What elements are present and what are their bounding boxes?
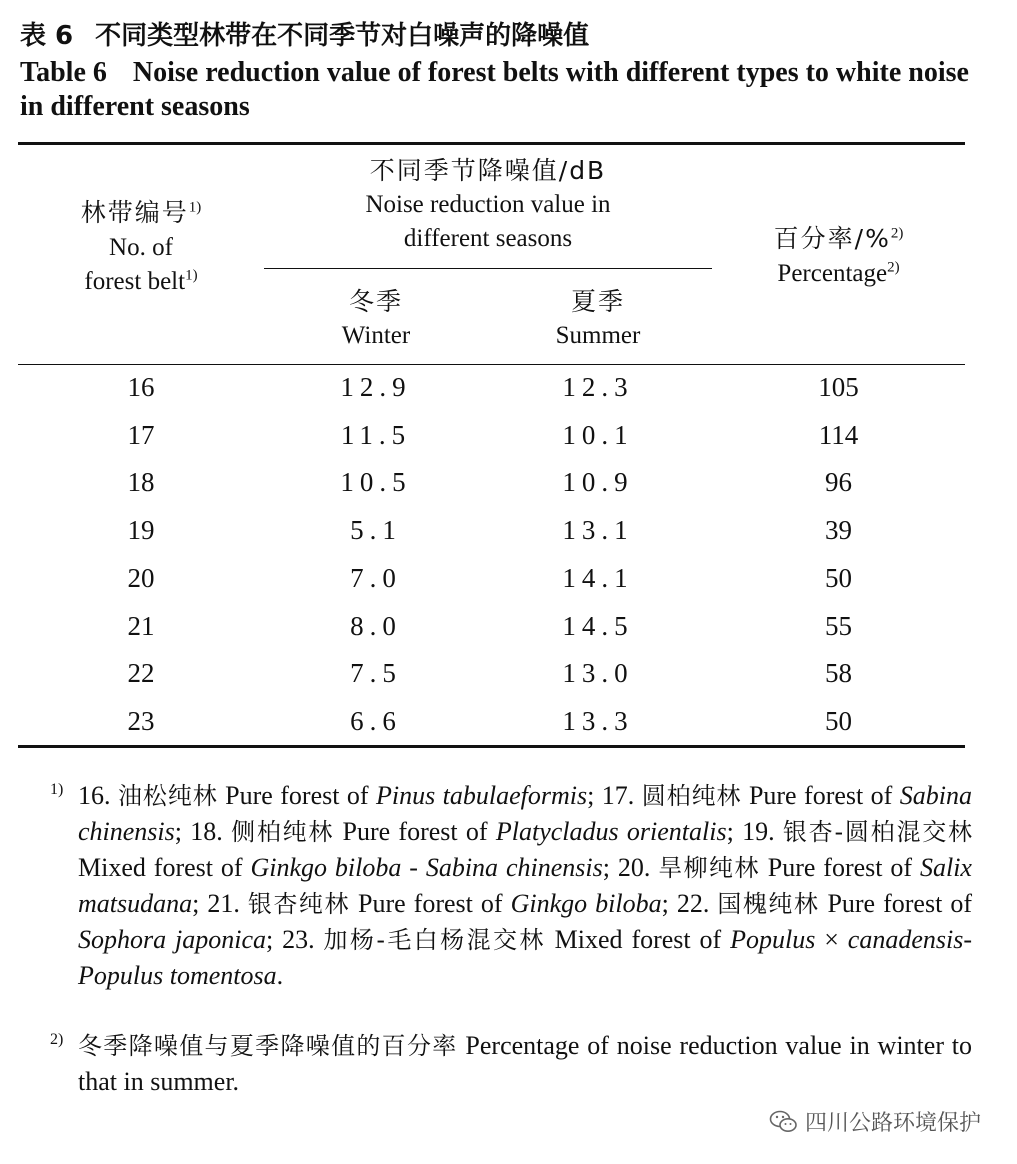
header-belt-en-line1: No. of [109, 234, 173, 261]
header-belt-en-line2: forest belt [84, 268, 186, 295]
header-summer [498, 285, 698, 353]
cell-belt-no: 21 [127, 610, 155, 641]
cell-summer: 13.1 [562, 515, 634, 546]
header-percentage [712, 222, 965, 291]
species-name: Sabina chinensis [78, 781, 973, 846]
cell-summer: 14.1 [562, 562, 634, 593]
cell-winter: 5.1 [350, 515, 402, 546]
header-summer-en: Summer [555, 322, 641, 349]
footnote-segment: ; 18. [174, 817, 232, 846]
cell-summer: 13.0 [562, 658, 634, 689]
cell-percentage: 50 [825, 705, 852, 736]
table-top-rule [18, 142, 965, 145]
table-bottom-rule [18, 745, 965, 748]
footnote-segment: Pure forest of [217, 781, 376, 810]
species-name: Salix matsudana [78, 853, 972, 918]
header-season-en-line1: Noise reduction value in [365, 191, 611, 218]
footnote-segment: Mixed forest of [78, 853, 251, 882]
chinese-term: 加杨-毛白杨混交林 [323, 926, 546, 954]
species-name: canadensis-Populus tomentosa [78, 925, 972, 990]
footnote-1 [50, 778, 972, 993]
footnote-2-text [50, 1028, 972, 1099]
footnote-segment: ; 19. [726, 817, 783, 846]
footnote-segment: ; 22. [661, 889, 718, 918]
wechat-icon [769, 1109, 799, 1135]
footnote-segment: Pure forest of [334, 817, 496, 846]
chinese-term: 冬季降噪值与夏季降噪值的百分率 [78, 1032, 458, 1060]
footnote-segment: 16. [78, 781, 118, 810]
footnote-segment: Pure forest of [819, 889, 972, 918]
cell-winter: 8.0 [350, 610, 402, 641]
footnote-segment: Pure forest of [759, 853, 920, 882]
cell-summer: 10.9 [562, 467, 634, 498]
table-label-en: Table 6 [20, 57, 107, 88]
footnote-ref-2b: 2) [887, 259, 900, 276]
footnote-segment: ; 23. [266, 925, 324, 954]
footnote-1-mark: 1) [50, 781, 64, 798]
table-title-en: Noise reduction value of forest belts with different types to white noise in different seasons [20, 57, 969, 122]
footnote-1-text [50, 778, 972, 993]
cell-winter: 7.0 [350, 562, 402, 593]
species-name: Sophora japonica [78, 925, 267, 954]
chinese-term: 旱柳纯林 [658, 854, 760, 882]
cell-summer: 14.5 [562, 610, 634, 641]
header-summer-cn: 夏季 [570, 287, 625, 316]
header-winter [276, 285, 476, 353]
cell-summer: 13.3 [562, 705, 634, 736]
cell-winter: 7.5 [350, 658, 402, 689]
footnote-segment: ; 20. [602, 853, 659, 882]
header-belt-cn: 林带编号 [80, 198, 189, 227]
footnote-segment: - [401, 853, 426, 882]
footnote-2 [50, 1028, 972, 1099]
cell-winter: 11.5 [340, 419, 412, 450]
cell-belt-no: 19 [127, 515, 155, 546]
footnote-segment: Percentage of noise reduction value in winter to that in summer. [78, 1031, 973, 1096]
footnote-segment: . [276, 961, 284, 990]
cell-percentage: 39 [825, 515, 852, 546]
chinese-term: 圆柏纯林 [641, 782, 742, 810]
species-name: Sabina chinensis [425, 853, 603, 882]
season-group-rule [264, 268, 712, 269]
chinese-term: 银杏纯林 [247, 890, 350, 918]
table-title-cn: 不同类型林带在不同季节对白噪声的降噪值 [95, 21, 590, 51]
header-season-cn: 不同季节降噪值/dB [369, 156, 607, 185]
cell-belt-no: 20 [127, 562, 155, 593]
table-caption-en [20, 56, 980, 124]
cell-percentage: 105 [818, 372, 859, 402]
cell-percentage: 50 [825, 562, 852, 593]
watermark [769, 1106, 981, 1137]
cell-belt-no: 18 [127, 467, 155, 498]
chinese-term: 油松纯林 [117, 782, 218, 810]
header-winter-en: Winter [341, 322, 411, 349]
cell-percentage: 96 [825, 467, 852, 498]
cell-summer: 10.1 [562, 419, 634, 450]
cell-belt-no: 16 [127, 372, 155, 402]
header-winter-cn: 冬季 [348, 287, 403, 316]
cell-belt-no: 23 [127, 705, 155, 736]
footnote-2-mark: 2) [50, 1031, 64, 1048]
header-belt-number [18, 196, 264, 299]
header-bottom-rule [18, 364, 965, 365]
cell-summer: 12.3 [562, 372, 634, 402]
chinese-term: 侧柏纯林 [231, 818, 335, 846]
footnote-ref-2: 2) [890, 225, 904, 242]
footnote-segment: × [815, 925, 848, 954]
chinese-term: 银杏-圆柏混交林 [782, 818, 973, 846]
footnote-ref-1b: 1) [185, 267, 198, 284]
footnote-segment: ; 17. [587, 781, 642, 810]
watermark-text: 四川公路环境保护 [804, 1111, 981, 1136]
cell-winter: 10.5 [340, 467, 412, 498]
cell-percentage: 58 [825, 658, 852, 689]
footnote-segment: Pure forest of [349, 889, 511, 918]
header-pct-en: Percentage [777, 260, 888, 287]
footnote-segment: Mixed forest of [545, 925, 731, 954]
header-season-en-line2: different seasons [403, 225, 573, 252]
footnote-ref-1: 1) [188, 199, 202, 216]
species-name: Ginkgo biloba [250, 853, 402, 882]
table-label-cn: 表 6 [20, 21, 74, 51]
species-name: Pinus tabulaeformis [376, 781, 588, 810]
cell-winter: 12.9 [340, 372, 412, 402]
cell-winter: 6.6 [350, 705, 402, 736]
cell-belt-no: 17 [127, 419, 155, 450]
cell-belt-no: 22 [127, 658, 155, 689]
species-name: Platycladus orientalis [495, 817, 727, 846]
chinese-term: 国槐纯林 [717, 890, 820, 918]
species-name: Ginkgo biloba [510, 889, 662, 918]
cell-percentage: 55 [825, 610, 852, 641]
table-caption-cn [20, 18, 589, 54]
footnote-segment: Pure forest of [741, 781, 900, 810]
header-pct-cn: 百分率/% [773, 224, 891, 253]
header-season-group [264, 154, 712, 256]
footnote-segment: ; 21. [192, 889, 248, 918]
species-name: Populus [730, 925, 816, 954]
cell-percentage: 114 [818, 419, 859, 450]
